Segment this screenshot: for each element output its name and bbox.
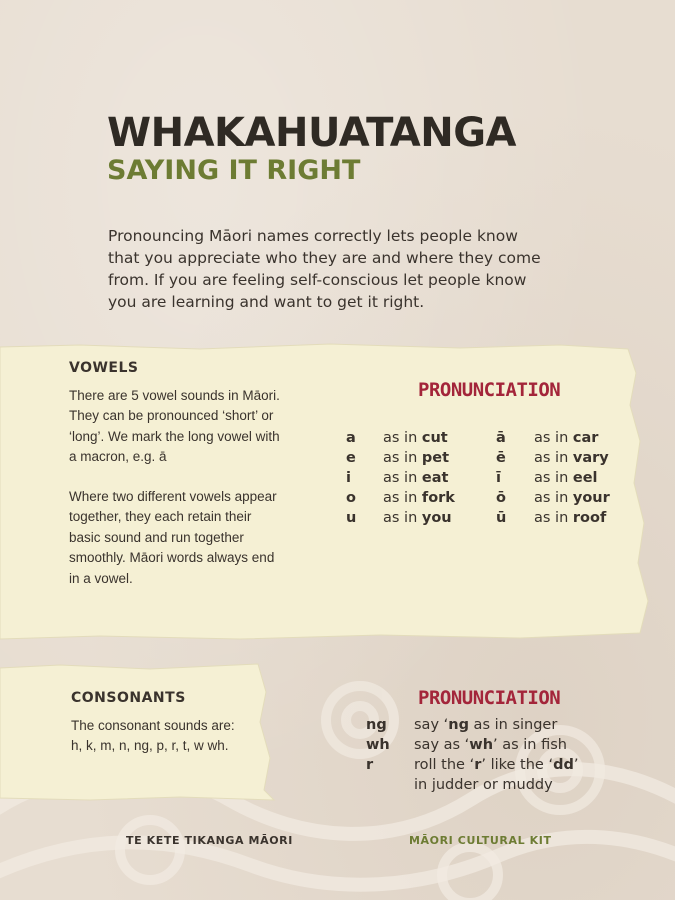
- intro-line: from. If you are feeling self-conscious let people know: [108, 271, 527, 289]
- long-vowel-example: [534, 430, 598, 446]
- vowels-heading: VOWELS: [69, 360, 139, 376]
- vowels-desc-line: They can be pronounced ‘short’ or: [69, 408, 274, 424]
- example-prefix: as in: [383, 430, 422, 446]
- consonants-desc-line: h, k, m, n, ng, p, r, t, w wh.: [71, 738, 229, 754]
- desc-text: say as ‘: [414, 737, 470, 753]
- long-vowel: ō: [496, 490, 506, 506]
- consonant-letter: ng: [366, 717, 387, 733]
- desc-bold: r: [474, 757, 482, 773]
- short-vowel: e: [346, 450, 356, 466]
- long-vowel-example: [534, 510, 606, 526]
- example-prefix: as in: [534, 450, 573, 466]
- desc-text: roll the ‘: [414, 757, 475, 773]
- long-vowel: ā: [496, 430, 506, 446]
- intro-line: that you appreciate who they are and where they come: [108, 249, 541, 267]
- desc-bold: ng: [448, 717, 469, 733]
- footer-right: MĀORI CULTURAL KIT: [409, 834, 552, 847]
- consonants-desc-line: The consonant sounds are:: [71, 718, 235, 733]
- page-title: WHAKAHUATANGA: [107, 110, 516, 156]
- vowels-desc-line: basic sound and run together: [69, 529, 244, 545]
- desc-text: ’: [573, 757, 579, 773]
- long-vowel-example: [534, 490, 610, 506]
- example-prefix: as in: [383, 470, 422, 486]
- example-prefix: as in: [534, 430, 573, 446]
- consonant-description: [414, 757, 578, 773]
- vowels-desc-line: a macron, e.g. ā: [69, 449, 167, 465]
- example-word: pet: [421, 450, 450, 466]
- footer-left: TE KETE TIKANGA MĀORI: [126, 834, 293, 847]
- long-vowel-example: [534, 470, 598, 486]
- example-word: eat: [421, 470, 449, 486]
- consonant-letter: r: [366, 757, 374, 773]
- long-vowel: ē: [496, 450, 506, 466]
- example-prefix: as in: [534, 490, 573, 506]
- desc-text: as in singer: [468, 717, 558, 733]
- vowels-desc-line: ‘long’. We mark the long vowel with: [69, 428, 280, 444]
- desc-bold: dd: [553, 757, 574, 773]
- example-prefix: as in: [534, 510, 573, 526]
- intro-paragraph: [108, 225, 628, 313]
- page-subtitle: SAYING IT RIGHT: [107, 155, 361, 186]
- consonants-pronunciation-heading: PRONUNCIATION: [418, 687, 561, 709]
- short-vowel: a: [346, 430, 356, 446]
- short-vowel-example: [383, 470, 448, 486]
- vowels-desc-line: together, they each retain their: [69, 509, 252, 525]
- example-word: fork: [421, 490, 455, 506]
- example-word: vary: [572, 450, 609, 466]
- intro-line: you are learning and want to get it right.: [108, 293, 425, 311]
- consonants-heading: CONSONANTS: [71, 690, 186, 706]
- vowels-pronunciation-heading: PRONUNCIATION: [418, 379, 561, 401]
- vowels-desc-line: There are 5 vowel sounds in Māori.: [69, 388, 280, 403]
- vowels-description: [69, 386, 280, 468]
- vowels-diphthong-description: [69, 487, 277, 589]
- example-word: car: [572, 430, 599, 446]
- example-word: cut: [421, 430, 448, 446]
- long-vowel: ī: [496, 470, 501, 486]
- consonant-description-continuation: in judder or muddy: [414, 777, 553, 793]
- vowels-desc-line: Where two different vowels appear: [69, 489, 277, 504]
- consonant-letter: wh: [366, 737, 390, 753]
- desc-bold: wh: [469, 737, 494, 753]
- vowels-desc-line: in a vowel.: [69, 570, 133, 586]
- example-word: your: [572, 490, 610, 506]
- consonant-description: [414, 717, 557, 733]
- example-word: eel: [572, 470, 598, 486]
- short-vowel-example: [383, 430, 448, 446]
- desc-text: say ‘: [414, 717, 449, 733]
- example-prefix: as in: [383, 490, 422, 506]
- intro-line: Pronouncing Māori names correctly lets people know: [108, 227, 518, 245]
- long-vowel: ū: [496, 510, 507, 526]
- long-vowel-example: [534, 450, 609, 466]
- example-prefix: as in: [534, 470, 573, 486]
- short-vowel: i: [346, 470, 351, 486]
- short-vowel-example: [383, 510, 452, 526]
- desc-text: ’ like the ‘: [481, 757, 554, 773]
- vowels-desc-line: smoothly. Māori words always end: [69, 550, 275, 566]
- short-vowel-example: [383, 490, 455, 506]
- example-word: roof: [572, 510, 607, 526]
- example-word: you: [421, 510, 452, 526]
- example-prefix: as in: [383, 510, 422, 526]
- desc-text: ’ as in fish: [493, 737, 567, 753]
- example-prefix: as in: [383, 450, 422, 466]
- short-vowel: o: [346, 490, 356, 506]
- short-vowel-example: [383, 450, 449, 466]
- short-vowel: u: [346, 510, 357, 526]
- consonants-description: [71, 716, 235, 757]
- consonant-description: [414, 737, 567, 753]
